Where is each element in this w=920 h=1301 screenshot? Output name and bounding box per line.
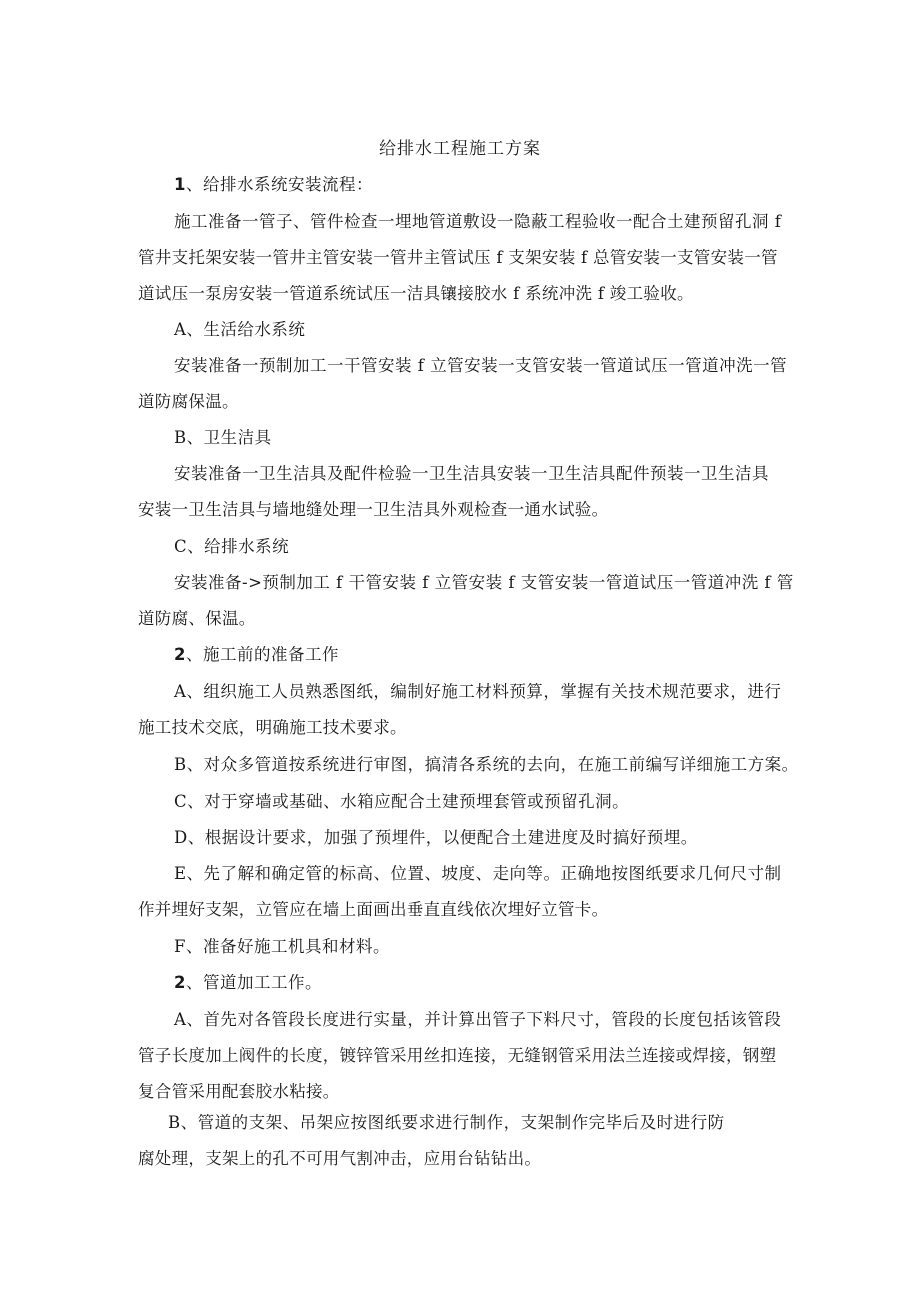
section-3-item-a-line-3: 复合管采用配套胶水粘接。 bbox=[138, 1082, 340, 1101]
subsection-c-text-line-1: 安装准备->预制加工 f 干管安装 f 立管安装 f 支管安装一管道试压一管道冲洗 f 管 bbox=[174, 573, 794, 592]
section-2-item-c: C、对于穿墙或基础、水箱应配合土建预埋套管或预留孔洞。 bbox=[174, 792, 630, 811]
section-3-number: 2 bbox=[174, 973, 186, 992]
section-2-item-e-line-1: E、先了解和确定管的标高、位置、坡度、走向等。正确地按图纸要求几何尺寸制 bbox=[174, 864, 782, 883]
section-2-number: 2 bbox=[174, 645, 186, 664]
subsection-b-text-line-2: 安装一卫生洁具与墙地缝处理一卫生洁具外观检查一通水试验。 bbox=[138, 500, 609, 519]
section-2-item-a-line-1: A、组织施工人员熟悉图纸，编制好施工材料预算，掌握有关技术规范要求，进行 bbox=[174, 682, 782, 701]
section-1-flow-line-3: 道试压一泵房安装一管道系统试压一洁具镶接胶水 f 系统冲洗 f 竣工验收。 bbox=[138, 284, 694, 303]
subsection-b-label: B、卫生洁具 bbox=[174, 428, 272, 447]
section-2-item-d: D、根据设计要求，加强了预埋件，以便配合土建进度及时搞好预埋。 bbox=[174, 828, 698, 847]
section-2-heading bbox=[174, 643, 339, 667]
document-title: 给排水工程施工方案 bbox=[379, 139, 541, 159]
subsection-a-text-line-1: 安装准备一预制加工一干管安装 f 立管安装一支管安装一管道试压一管道冲洗一管 bbox=[174, 356, 788, 375]
section-2-heading-text: 、施工前的准备工作 bbox=[185, 645, 339, 664]
section-3-heading-text: 、管道加工工作。 bbox=[185, 973, 322, 992]
section-2-item-e-line-2: 作并埋好支架，立管应在墙上面画出垂直直线依次埋好立管卡。 bbox=[138, 900, 609, 919]
subsection-c-text-line-2: 道防腐、保温。 bbox=[138, 609, 256, 628]
section-1-flow-line-1: 施工准备一管子、管件检查一埋地管道敷设一隐蔽工程验收一配合土建预留孔洞 f bbox=[174, 212, 782, 231]
section-3-item-a-line-2: 管子长度加上阀件的长度，镀锌管采用丝扣连接，无缝钢管采用法兰连接或焊接，钢塑 bbox=[138, 1046, 777, 1065]
section-3-item-a-line-1: A、首先对各管段长度进行实量，并计算出管子下料尺寸，管段的长度包括该管段 bbox=[174, 1010, 782, 1029]
subsection-a-label: A、生活给水系统 bbox=[174, 320, 306, 339]
section-2-item-f: F、准备好施工机具和材料。 bbox=[174, 937, 390, 956]
subsection-a-text-line-2: 道防腐保温。 bbox=[138, 392, 239, 411]
subsection-b-text-line-1: 安装准备一卫生洁具及配件检验一卫生洁具安装一卫生洁具配件预装一卫生洁具 bbox=[174, 464, 769, 483]
subsection-c-label: C、给排水系统 bbox=[174, 537, 290, 556]
section-2-item-a-line-2: 施工技术交底，明确施工技术要求。 bbox=[138, 718, 407, 737]
section-1-heading bbox=[174, 173, 373, 197]
section-1-number: 1 bbox=[174, 175, 186, 194]
section-1-flow-line-2: 管井支托架安装一管井主管安装一管井主管试压 f 支架安装 f 总管安装一支管安装一管 bbox=[138, 248, 778, 267]
section-2-item-b: B、对众多管道按系统进行审图，搞清各系统的去向，在施工前编写详细施工方案。 bbox=[174, 755, 799, 774]
section-3-item-b-line-2: 腐处理，支架上的孔不可用气割冲击，应用台钻钻出。 bbox=[138, 1149, 542, 1168]
section-3-item-b-line-1: B、管道的支架、吊架应按图纸要求进行制作，支架制作完毕后及时进行防 bbox=[168, 1113, 725, 1132]
section-1-heading-text: 、给排水系统安装流程： bbox=[185, 175, 373, 194]
section-3-heading bbox=[174, 971, 322, 995]
